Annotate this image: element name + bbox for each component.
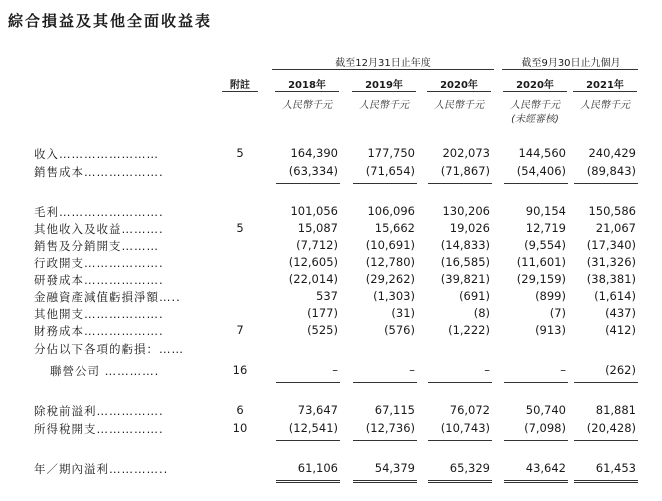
table-row — [0, 363, 662, 381]
row-value: 12,719 — [525, 221, 566, 235]
subtotal-rule — [574, 440, 638, 441]
statement-title: 綜合損益及其他全面收益表 — [8, 12, 213, 30]
row-value: (16,585) — [440, 255, 490, 269]
row-value: (39,821) — [440, 272, 490, 286]
year-header-2020: 2020年 — [440, 80, 478, 91]
row-value: (412) — [605, 323, 636, 337]
row-value: 90,154 — [525, 204, 566, 218]
row-label: 除稅前溢利……………. — [34, 404, 164, 418]
row-value: (29,262) — [365, 272, 415, 286]
note-column-header: 附註 — [230, 80, 250, 91]
row-value: (71,867) — [440, 164, 490, 178]
row-value: – — [409, 363, 415, 377]
year-header-underline-2018 — [275, 91, 339, 92]
total-double-rule — [276, 480, 340, 483]
row-value: (10,691) — [365, 238, 415, 252]
row-value: (1,614) — [594, 289, 636, 303]
row-note: 7 — [236, 323, 244, 337]
row-note: 5 — [236, 221, 244, 235]
row-value: (38,381) — [586, 272, 636, 286]
table-row — [0, 289, 662, 307]
total-double-rule — [574, 480, 638, 483]
table-row — [0, 272, 662, 290]
nine-month-header-underline-2021 — [573, 91, 637, 92]
row-value: (1,222) — [448, 323, 490, 337]
subtotal-rule — [504, 183, 568, 184]
subtotal-rule — [574, 183, 638, 184]
row-value: (17,340) — [586, 238, 636, 252]
row-value: (437) — [605, 306, 636, 320]
table-row — [0, 204, 662, 222]
row-value: (691) — [459, 289, 490, 303]
row-note: 16 — [232, 363, 248, 377]
row-value: 150,586 — [588, 204, 636, 218]
row-value: (71,654) — [365, 164, 415, 178]
subtotal-rule — [276, 183, 340, 184]
unit-label-2018: 人民幣千元 — [282, 100, 332, 111]
row-value: 130,206 — [442, 204, 490, 218]
row-label: 聯營公司 …………. — [50, 364, 160, 378]
row-value: (54,406) — [516, 164, 566, 178]
row-value: 240,429 — [588, 146, 636, 160]
row-label: 收入…………………… — [34, 147, 159, 161]
row-value: (1,303) — [373, 289, 415, 303]
unit-label-2020: 人民幣千元 — [434, 100, 484, 111]
row-value: 164,390 — [290, 146, 338, 160]
row-label: 研發成本………………. — [34, 273, 164, 287]
table-row — [0, 146, 662, 164]
subtotal-rule — [276, 382, 340, 383]
row-value: 19,026 — [449, 221, 490, 235]
table-row — [0, 221, 662, 239]
row-value: (12,736) — [365, 421, 415, 435]
row-value: 15,662 — [374, 221, 415, 235]
subtotal-rule — [428, 440, 492, 441]
row-value: 65,329 — [449, 461, 490, 475]
nine-month-header-underline-2020 — [503, 91, 567, 92]
unaudited-label: (未經審核) — [511, 114, 559, 125]
row-label: 毛利……………………. — [34, 205, 164, 219]
row-value: (31,326) — [586, 255, 636, 269]
row-value: 73,647 — [297, 403, 338, 417]
row-value: 177,750 — [367, 146, 415, 160]
subtotal-rule — [574, 382, 638, 383]
nine-month-header-2021: 2021年 — [586, 80, 624, 91]
row-note: 10 — [232, 421, 248, 435]
row-label: 其他開支………………. — [34, 307, 164, 321]
row-value: – — [560, 363, 566, 377]
row-value: (22,014) — [288, 272, 338, 286]
row-value: (262) — [605, 363, 636, 377]
row-note: 6 — [236, 403, 244, 417]
row-value: (7) — [549, 306, 566, 320]
year-header-2019: 2019年 — [365, 80, 403, 91]
group-header-nine-months: 截至9月30日止九個月 — [521, 58, 621, 69]
unit-label-2021-nine: 人民幣千元 — [580, 100, 630, 111]
row-value: 81,881 — [595, 403, 636, 417]
row-value: 202,073 — [442, 146, 490, 160]
row-value: 54,379 — [374, 461, 415, 475]
row-value: 61,106 — [297, 461, 338, 475]
table-row — [0, 421, 662, 439]
row-value: (899) — [535, 289, 566, 303]
table-row — [0, 323, 662, 341]
group-header-year-ended: 截至12月31日止年度 — [335, 58, 431, 69]
row-value: (12,780) — [365, 255, 415, 269]
row-value: 67,115 — [374, 403, 415, 417]
row-value: (31) — [391, 306, 415, 320]
table-row — [0, 306, 662, 324]
table-row — [0, 164, 662, 182]
subtotal-rule — [428, 382, 492, 383]
row-value: (29,159) — [516, 272, 566, 286]
group-header-year-underline — [272, 69, 494, 70]
row-value: 76,072 — [449, 403, 490, 417]
unit-label-2020-nine: 人民幣千元 — [510, 100, 560, 111]
row-label: 銷售及分銷開支……… — [34, 239, 159, 253]
row-value: (8) — [473, 306, 490, 320]
row-label: 分佔以下各項的虧損：…… — [34, 342, 184, 356]
unit-label-2019: 人民幣千元 — [359, 100, 409, 111]
row-value: 106,096 — [367, 204, 415, 218]
table-row — [0, 461, 662, 479]
table-row — [0, 403, 662, 421]
subtotal-rule — [504, 440, 568, 441]
row-label: 財務成本………………. — [34, 324, 164, 338]
row-value: – — [484, 363, 490, 377]
row-value: 61,453 — [595, 461, 636, 475]
table-row — [0, 238, 662, 256]
row-value: (10,743) — [440, 421, 490, 435]
row-value: (913) — [535, 323, 566, 337]
nine-month-header-2020: 2020年 — [516, 80, 554, 91]
row-value: 144,560 — [518, 146, 566, 160]
subtotal-rule — [276, 440, 340, 441]
row-value: 43,642 — [525, 461, 566, 475]
row-value: 50,740 — [525, 403, 566, 417]
row-note: 5 — [236, 146, 244, 160]
total-double-rule — [504, 480, 568, 483]
row-label: 金融資產減值虧損淨額….. — [34, 290, 181, 304]
table-row — [0, 255, 662, 273]
row-value: (12,605) — [288, 255, 338, 269]
year-header-underline-2019 — [352, 91, 416, 92]
row-value: 15,087 — [297, 221, 338, 235]
subtotal-rule — [353, 382, 417, 383]
group-header-nine-underline — [502, 69, 638, 70]
subtotal-rule — [353, 183, 417, 184]
row-value: 101,056 — [290, 204, 338, 218]
row-value: 21,067 — [595, 221, 636, 235]
row-value: (177) — [307, 306, 338, 320]
subtotal-rule — [428, 183, 492, 184]
row-value: (7,712) — [296, 238, 338, 252]
subtotal-rule — [353, 440, 417, 441]
row-value: (525) — [307, 323, 338, 337]
table-row — [0, 341, 662, 359]
row-value: (7,098) — [524, 421, 566, 435]
row-label: 銷售成本………………. — [34, 165, 164, 179]
row-label: 其他收入及收益………. — [34, 222, 164, 236]
row-value: (89,843) — [586, 164, 636, 178]
row-value: – — [332, 363, 338, 377]
note-header-underline — [222, 91, 258, 92]
row-value: (14,833) — [440, 238, 490, 252]
row-label: 所得稅開支……………. — [34, 422, 164, 436]
subtotal-rule — [504, 382, 568, 383]
row-value: (11,601) — [516, 255, 566, 269]
year-header-underline-2020 — [427, 91, 491, 92]
year-header-2018: 2018年 — [288, 80, 326, 91]
row-label: 年／期內溢利………….. — [34, 462, 169, 476]
row-value: (12,541) — [288, 421, 338, 435]
row-label: 行政開支………………. — [34, 256, 164, 270]
row-value: (63,334) — [288, 164, 338, 178]
row-value: (576) — [384, 323, 415, 337]
total-double-rule — [353, 480, 417, 483]
row-value: (20,428) — [586, 421, 636, 435]
row-value: (9,554) — [524, 238, 566, 252]
row-value: 537 — [316, 289, 338, 303]
total-double-rule — [428, 480, 492, 483]
